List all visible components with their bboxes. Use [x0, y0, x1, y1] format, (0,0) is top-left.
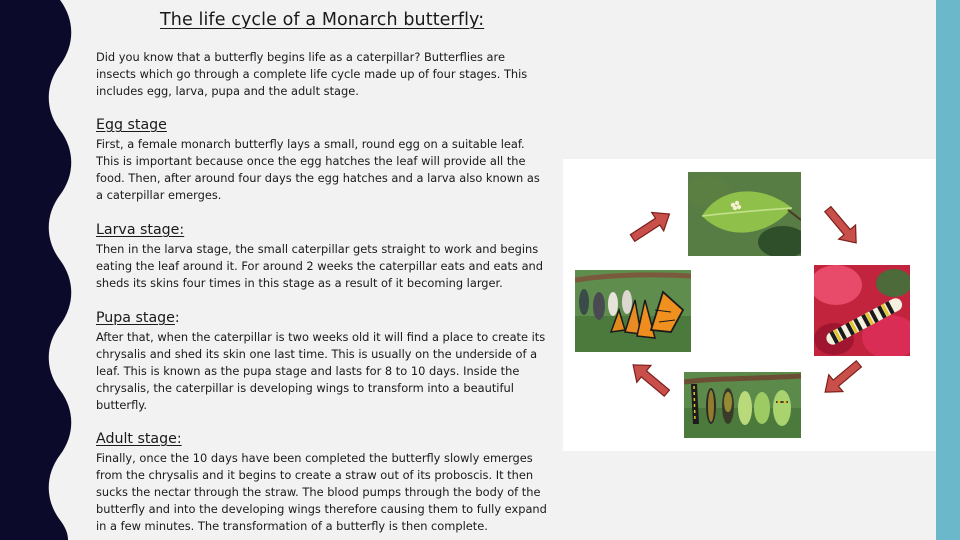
heading-text: Pupa stage	[96, 310, 175, 326]
section-heading-larva	[96, 222, 184, 238]
egg-on-leaf-photo	[688, 172, 801, 256]
heading-text: Larva stage:	[96, 222, 185, 238]
caterpillar-on-flower-photo	[814, 265, 910, 356]
section-heading-adult	[96, 431, 182, 447]
section-heading-pupa	[96, 310, 180, 326]
section-body-adult: Finally, once the 10 days have been completed the butterfly slowly emerges from the chrysalis and it begins to create a straw out of its proboscis. It then sucks the nectar through the straw. The blood pumps through the body of the butterfly and into the developing wings therefore causing them to fully expand in a few minutes. The transformation of a butterfly is then complete.	[96, 451, 547, 533]
arrow-to-adult-icon	[626, 357, 674, 401]
heading-text: Egg stage	[96, 117, 167, 133]
heading-suffix: :	[174, 310, 180, 326]
section-body-larva: Then in the larva stage, the small caterpillar gets straight to work and begins eating the leaf around it. For around 2 weeks the caterpillar eats and eats and sheds its skins four times in this stage as a result of it becoming larger.	[96, 242, 543, 290]
section-heading-egg	[96, 117, 167, 133]
arrow-to-pupa-icon	[818, 356, 866, 400]
decorative-wave-band	[0, 0, 75, 540]
butterflies-emerging-photo	[575, 270, 691, 352]
section-body-pupa: After that, when the caterpillar is two weeks old it will find a place to create its chrysalis and shed its skin one last time. This is usually on the underside of a leaf. This is known as the pupa stage and lasts for 8 to 10 days. Inside the chrysalis, the caterpillar is developing wings to transform into a beautiful butterfly.	[96, 330, 546, 412]
intro-paragraph: Did you know that a butterfly begins life as a caterpillar? Butterflies are insects which go through a complete life cycle made up of four stages. This includes egg, larva, pupa and the adult stage.	[96, 50, 528, 98]
accent-side-bar	[936, 0, 960, 540]
section-body-egg: First, a female monarch butterfly lays a small, round egg on a suitable leaf. This is important because once the egg hatches the leaf will provide all the food. Then, after around four days the egg hatches and a larva also known as a caterpillar emerges.	[96, 137, 540, 202]
page-title: The life cycle of a Monarch butterfly:	[160, 10, 485, 30]
heading-text: Adult stage:	[96, 431, 182, 447]
arrow-to-larva-icon	[820, 202, 864, 250]
chrysalis-sequence-photo	[684, 372, 801, 438]
arrow-to-egg-icon	[627, 206, 675, 246]
